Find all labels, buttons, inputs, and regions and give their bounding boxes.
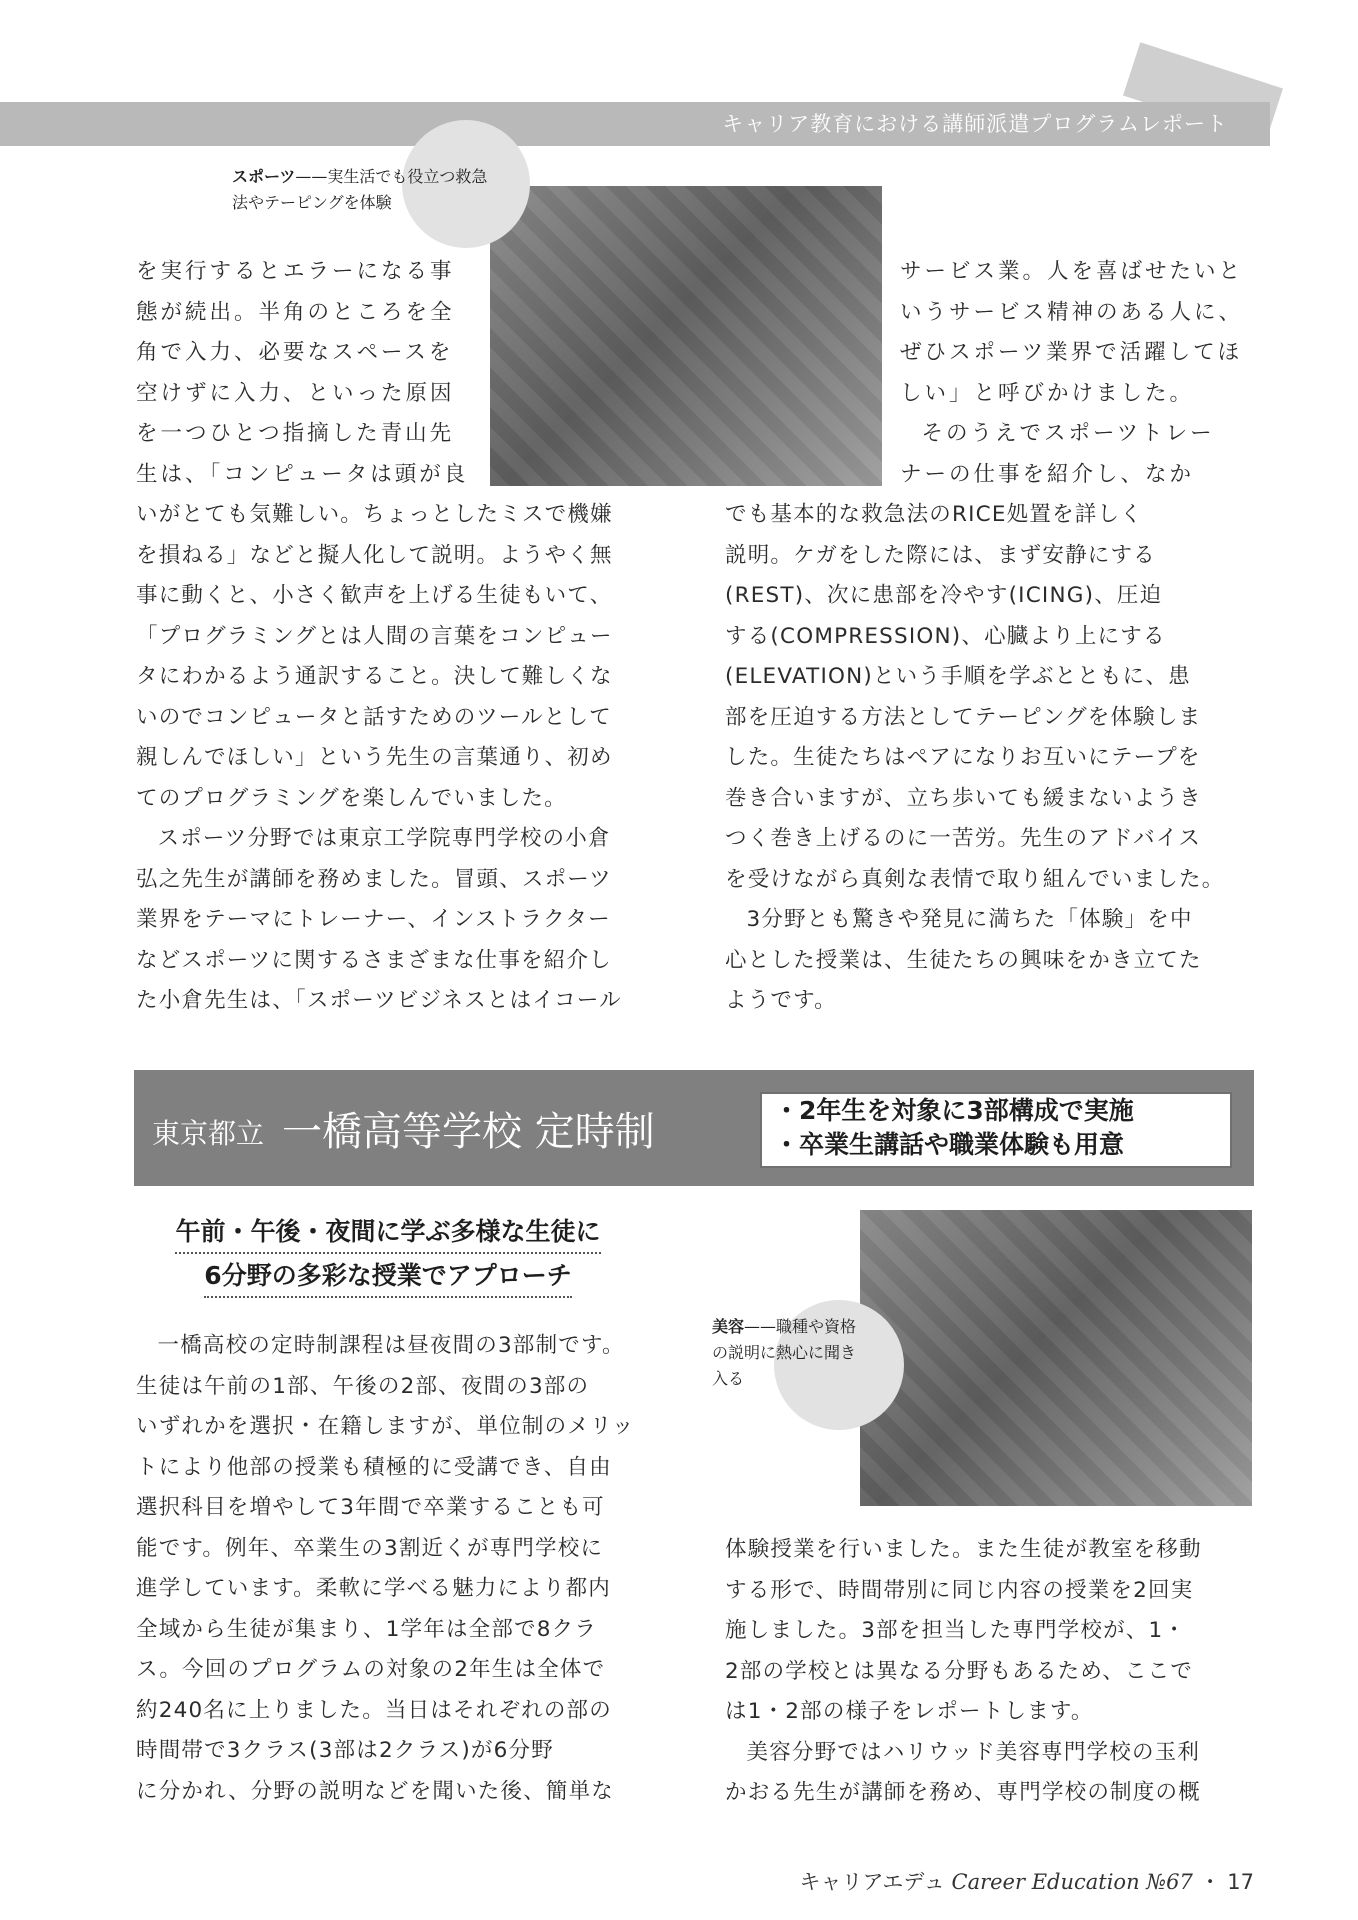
column-3	[136, 1326, 635, 1812]
text-line: を実行するとエラーになる事	[136, 259, 455, 284]
text-line: いがとても気難しい。ちょっとしたミスで機嫌	[136, 502, 613, 527]
footer-issue: №67	[1146, 1870, 1193, 1894]
footer-separator: ・	[1199, 1870, 1221, 1894]
text-line: を一つひとつ指摘した青山先	[136, 421, 455, 446]
footer-magazine-jp: キャリアエデュ	[799, 1870, 945, 1894]
caption-beauty-label: 美容	[712, 1317, 745, 1336]
text-line: 心とした授業は、生徒たちの興味をかき立てた	[725, 947, 1202, 973]
text-line: いずれかを選択・在籍しますが、単位制のメリッ	[136, 1414, 635, 1439]
text-line: ぜひスポーツ業界で活躍してほ	[900, 340, 1243, 365]
footer-magazine-en: Career Education	[951, 1870, 1140, 1894]
text-line: ようです。	[725, 988, 837, 1013]
text-line: 事に動くと、小さく歓声を上げる生徒もいて、	[136, 583, 613, 608]
caption-beauty-dash: ——	[744, 1317, 777, 1336]
headline-second	[160, 1256, 616, 1298]
text-line: しい」と呼びかけました。	[900, 380, 1195, 406]
summary-box	[760, 1092, 1232, 1168]
text-line: する(COMPRESSION)、心臓より上にする	[725, 623, 1166, 649]
text-line: 全域から生徒が集まり、1学年は全部で8クラ	[136, 1616, 598, 1642]
text-line: 態が続出。半角のところを全	[136, 299, 455, 325]
header-title: キャリア教育における講師派遣プログラムレポート	[722, 112, 1228, 136]
headline	[160, 1212, 616, 1254]
caption-sports-label: スポーツ	[232, 167, 296, 186]
column-4	[725, 1530, 1202, 1814]
text-line: 体験授業を行いました。また生徒が教室を移動	[725, 1537, 1202, 1562]
text-line: 巻き合いますが、立ち歩いても緩まないようき	[725, 785, 1202, 811]
caption-beauty-line2: の説明に熱心に聞き	[712, 1343, 857, 1362]
page-footer	[799, 1866, 1254, 1896]
text-line: 親しんでほしい」という先生の言葉通り、初め	[136, 745, 613, 770]
caption-sports	[232, 164, 487, 216]
school-name: 一橋高等学校 定時制	[282, 1109, 655, 1155]
text-line: 進学しています。柔軟に学べる魅力により都内	[136, 1576, 611, 1601]
text-line: に分かれ、分野の説明などを聞いた後、簡単な	[136, 1778, 614, 1804]
text-line: 能です。例年、卒業生の3割近くが専門学校に	[136, 1535, 604, 1561]
text-line: 3分野とも驚きや発見に満ちた「体験」を中	[746, 907, 1193, 932]
column-1-top	[136, 252, 468, 495]
page-number: 17	[1227, 1870, 1254, 1894]
caption-sports-line2: 法やテーピングを体験	[232, 193, 392, 212]
text-line: スポーツ分野では東京工学院専門学校の小倉	[157, 826, 611, 851]
text-line: 時間帯で3クラス(3部は2クラス)が6分野	[136, 1738, 554, 1763]
column-1-bottom	[136, 495, 622, 1022]
text-line: 生徒は午前の1部、午後の2部、夜間の3部の	[136, 1373, 590, 1399]
text-line: トにより他部の授業も積極的に受講でき、自由	[136, 1454, 612, 1480]
text-line: サービス業。人を喜ばせたいと	[900, 259, 1244, 284]
text-line: 業界をテーマにトレーナー、インストラクター	[136, 907, 611, 932]
text-line: てのプログラミングを楽しんでいました。	[136, 785, 567, 811]
text-line: 弘之先生が講師を務めました。冒頭、スポーツ	[136, 866, 612, 892]
column-2-bottom	[725, 495, 1224, 1022]
summary-line: ・卒業生講話や職業体験も用意	[774, 1130, 1125, 1159]
text-line: 美容分野ではハリウッド美容専門学校の玉利	[746, 1739, 1201, 1765]
school-prefix: 東京都立	[152, 1117, 265, 1150]
text-line: でも基本的な救急法のRICE処置を詳しく	[725, 502, 1143, 527]
column-2-top	[900, 252, 1243, 495]
text-line: いうサービス精神のある人に、	[900, 299, 1244, 325]
text-line: 空けずに入力、といった原因	[136, 380, 455, 406]
text-line: そのうえでスポーツトレー	[921, 421, 1215, 446]
text-line: を受けながら真剣な表情で取り組んでいました。	[725, 866, 1225, 892]
caption-beauty-line1: 職種や資格	[776, 1317, 857, 1336]
text-line: (REST)、次に患部を冷やす(ICING)、圧迫	[725, 583, 1163, 608]
text-line: は1・2部の様子をレポートします。	[725, 1699, 1094, 1724]
text-line: 「プログラミングとは人間の言葉をコンピュー	[136, 623, 613, 649]
headline-line1: 午前・午後・夜間に学ぶ多様な生徒に	[175, 1212, 600, 1254]
text-line: (ELEVATION)という手順を学ぶとともに、患	[725, 664, 1191, 689]
caption-sports-dash: ——	[295, 167, 328, 186]
text-line: 生は、「コンピュータは頭が良	[136, 461, 469, 487]
text-line: ス。今回のプログラムの対象の2年生は全体で	[136, 1657, 606, 1682]
text-line: を損ねる」などと擬人化して説明。ようやく無	[136, 542, 613, 568]
text-line: した。生徒たちはペアになりお互いにテープを	[725, 745, 1201, 770]
sports-photo	[490, 186, 882, 486]
text-line: 説明。ケガをした際には、まず安静にする	[725, 542, 1156, 568]
text-line: 角で入力、必要なスペースを	[136, 340, 454, 365]
text-line: 一橋高校の定時制課程は昼夜間の3部制です。	[157, 1333, 625, 1358]
text-line: 2部の学校とは異なる分野もあるため、ここで	[725, 1658, 1194, 1684]
caption-sports-line1: 実生活でも役立つ救急	[327, 167, 488, 186]
caption-beauty-line3: 入る	[712, 1369, 745, 1388]
text-line: などスポーツに関するさまざまな仕事を紹介し	[136, 947, 612, 973]
summary-line: ・2年生を対象に3部構成で実施	[774, 1096, 1134, 1125]
text-line: つく巻き上げるのに一苦労。先生のアドバイス	[725, 826, 1202, 851]
text-line: 約240名に上りました。当日はそれぞれの部の	[136, 1697, 612, 1723]
text-line: いのでコンピュータと話すためのツールとして	[136, 704, 612, 730]
text-line: する形で、時間帯別に同じ内容の授業を2回実	[725, 1577, 1194, 1603]
text-line: タにわかるよう通訳すること。決して難しくな	[136, 664, 613, 689]
beauty-photo	[860, 1210, 1252, 1506]
caption-beauty	[712, 1314, 856, 1392]
text-line: た小倉先生は、「スポーツビジネスとはイコール	[136, 988, 622, 1013]
text-line: 選択科目を増やして3年間で卒業することも可	[136, 1495, 605, 1520]
text-line: 施しました。3部を担当した専門学校が、1・	[725, 1618, 1187, 1643]
headline-line2: 6分野の多彩な授業でアプローチ	[204, 1256, 571, 1298]
text-line: ナーの仕事を紹介し、なか	[900, 461, 1195, 487]
text-line: かおる先生が講師を務め、専門学校の制度の概	[725, 1780, 1201, 1805]
text-line: 部を圧迫する方法としてテーピングを体験しま	[725, 704, 1202, 730]
